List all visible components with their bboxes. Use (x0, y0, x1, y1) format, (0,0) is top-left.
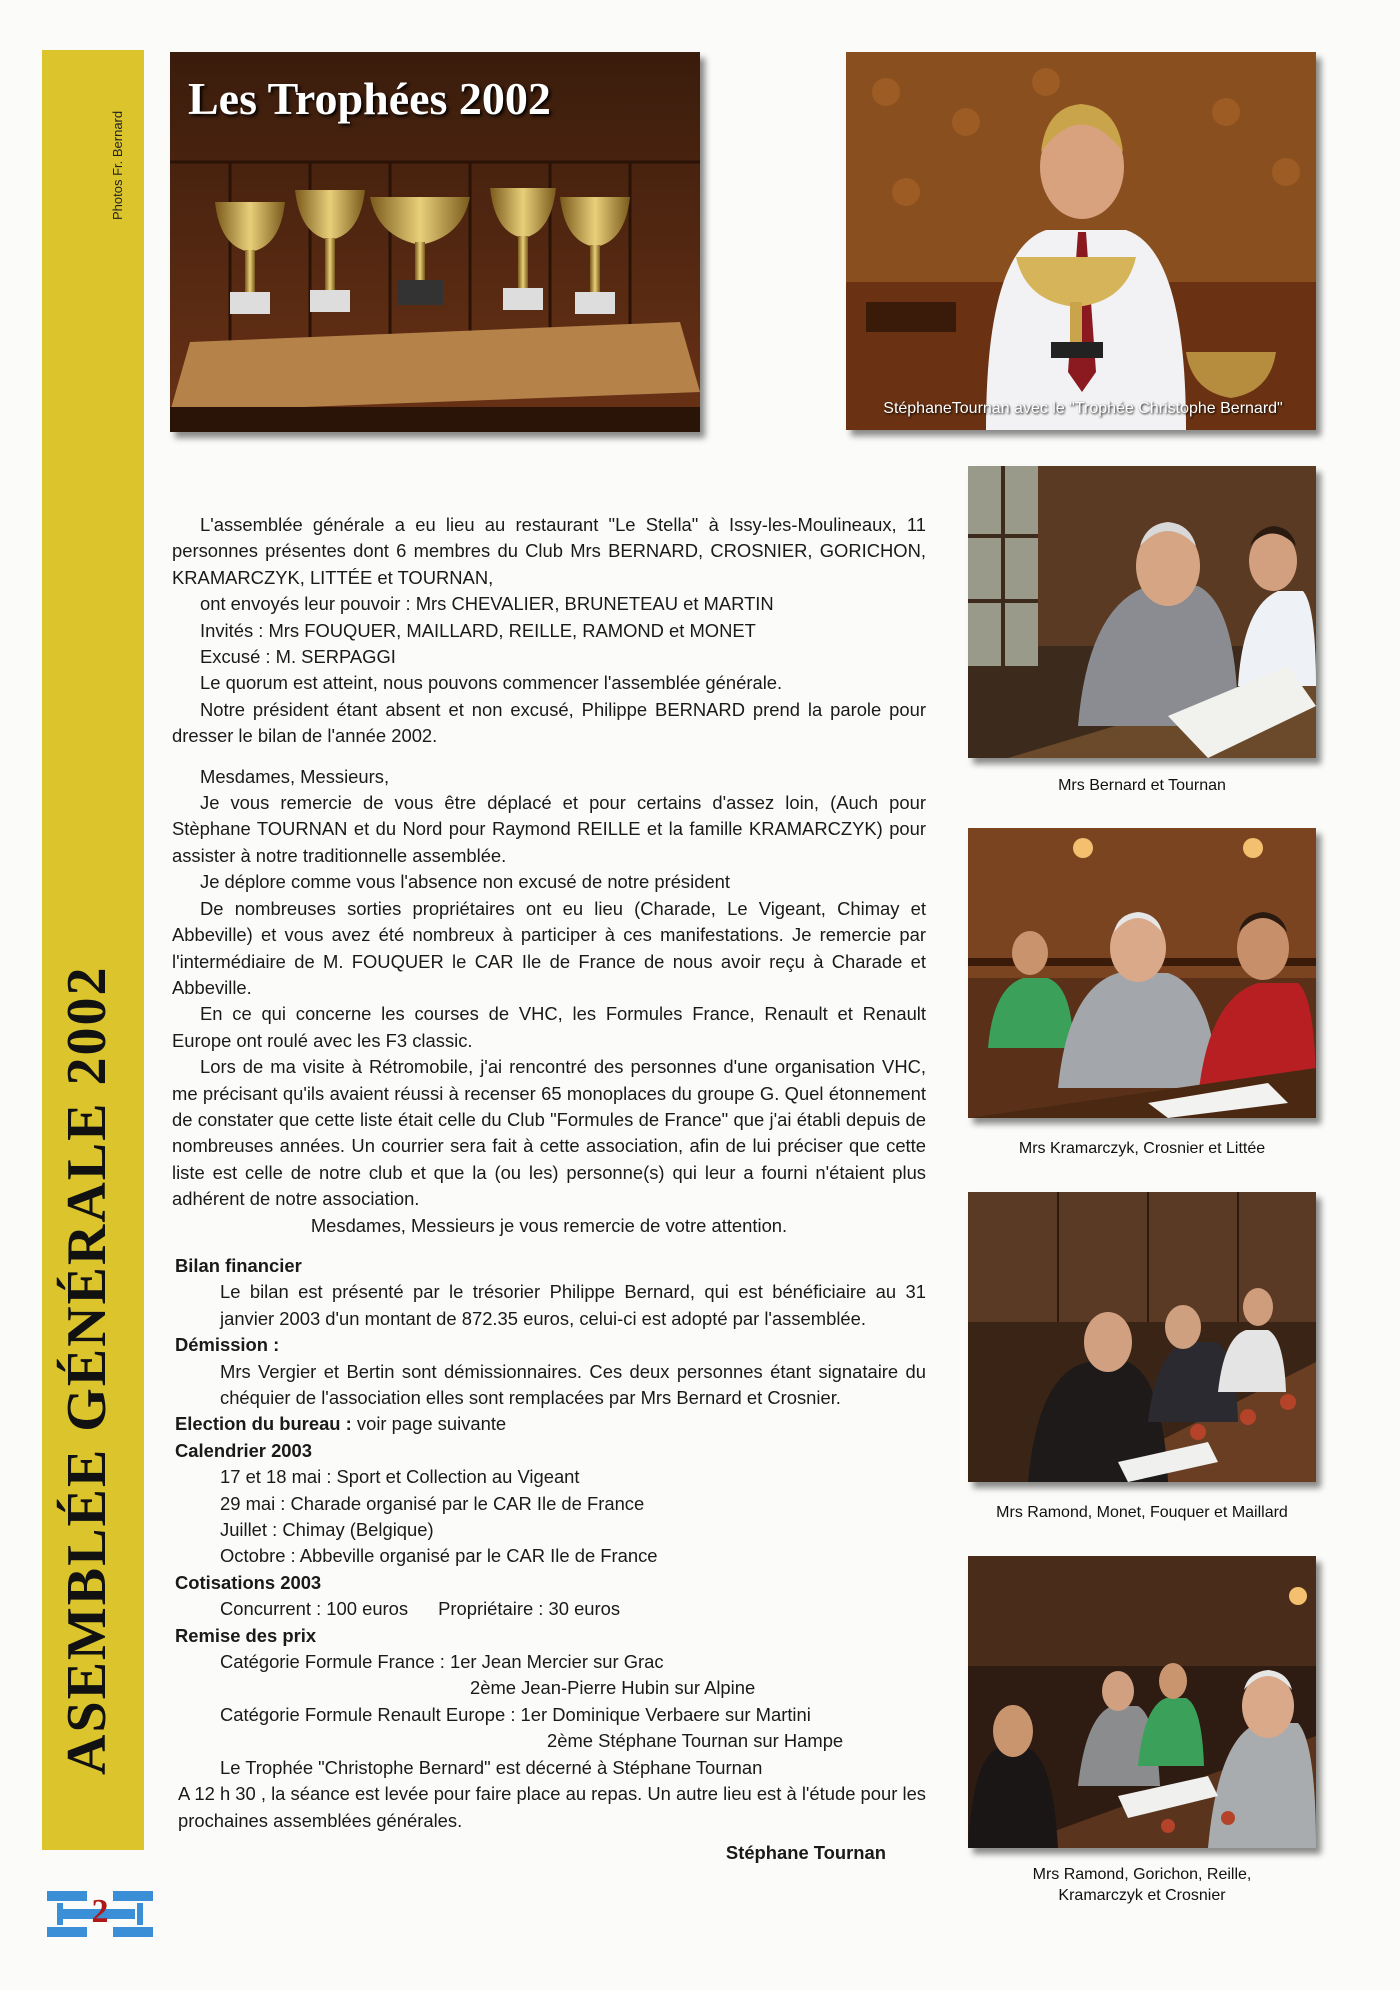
calendar-item: 29 mai : Charade organisé par le CAR Ile de France (220, 1492, 645, 1514)
closing-paragraph: A 12 h 30 , la séance est levée pour faire place au repas. Un autre lieu est à l'étude pour les prochaines assemblées générales. (178, 1783, 926, 1831)
section-text: Le bilan est présenté par le trésorier Philippe Bernard, qui est bénéficiaire au 31 janvier 2003 d'un montant de 872.35 euros, celui-ci est adopté par l'assemblée. (220, 1281, 926, 1329)
section-heading: Calendrier 2003 (175, 1439, 312, 1461)
section-heading: Election du bureau : (175, 1413, 352, 1435)
meeting-photo-3 (968, 1192, 1316, 1482)
prize-line: Catégorie Formule Renault Europe : 1er Dominique Verbaere sur Martini (220, 1703, 811, 1725)
speech-paragraph: Je déplore comme vous l'absence non excusé de notre président (200, 871, 731, 893)
trophies-photo (170, 52, 700, 432)
speech-paragraph: De nombreuses sorties propriétaires ont eu lieu (Charade, Le Vigeant, Chimay et Abbeville) et vous avez été nombreux à participer à ces manifestations. Je remercie par l'intermédiaire de M. FOUQUER le CAR Ile de France de nous avoir reçu à Charade et Abbeville. (172, 897, 926, 998)
fees-line (220, 1596, 926, 1622)
meeting-photo-4 (968, 1556, 1316, 1848)
intro-line: ont envoyés leur pouvoir : Mrs CHEVALIER, BRUNETEAU et MARTIN (200, 593, 774, 615)
section-heading: Démission : (175, 1334, 280, 1356)
photo-caption: Mrs Ramond, Monet, Fouquer et Maillard (996, 1504, 1288, 1521)
calendar-item: Juillet : Chimay (Belgique) (220, 1519, 434, 1541)
page-number: 2 (91, 1893, 109, 1930)
photo-title: Les Trophées 2002 (188, 73, 551, 124)
fee-concurrent: Concurrent : 100 euros (220, 1598, 409, 1620)
section-heading: Bilan financier (175, 1254, 302, 1276)
photo-caption: Mrs Bernard et Tournan (1058, 777, 1226, 794)
prize-line: Le Trophée "Christophe Bernard" est décerné à Stéphane Tournan (220, 1756, 763, 1778)
prize-line: 2ème Stéphane Tournan sur Hampe (547, 1730, 844, 1752)
prize-line: Catégorie Formule France : 1er Jean Mercier sur Grac (220, 1651, 664, 1673)
intro-paragraph: Notre président étant absent et non excusé, Philippe BERNARD prend la parole pour dresser le bilan de l'année 2002. (172, 698, 926, 747)
tournan-trophy-photo (846, 52, 1316, 430)
caption-line: Kramarczyk et Crosnier (1058, 1887, 1226, 1904)
section-heading: Cotisations 2003 (175, 1571, 322, 1593)
section-text: voir page suivante (351, 1413, 507, 1435)
calendar-item: 17 et 18 mai : Sport et Collection au Vigeant (220, 1466, 580, 1488)
author-signature: Stéphane Tournan (725, 1841, 886, 1863)
prize-line: 2ème Jean-Pierre Hubin sur Alpine (470, 1677, 756, 1699)
photo-caption: Mrs Kramarczyk, Crosnier et Littée (1018, 1140, 1266, 1157)
speech-closing: Mesdames, Messieurs je vous remercie de votre attention. (310, 1214, 788, 1236)
speech-salutation: Mesdames, Messieurs, (200, 765, 390, 787)
article-body (172, 512, 926, 1866)
intro-line: Excusé : M. SERPAGGI (200, 646, 396, 668)
photo-caption (968, 1864, 1316, 1906)
intro-line: Le quorum est atteint, nous pouvons commencer l'assemblée générale. (200, 672, 783, 694)
speech-paragraph: Lors de ma visite à Rétromobile, j'ai rencontré des personnes d'une organisation VHC, me précisant qu'ils avaient réussi à recenser 65 monoplaces du groupe G. Quel étonnement de constater que cette liste était celle du Club "Formules de France" que j'ai établi depuis de nombreuses années. Un courrier sera fait à cette association, afin de lui préciser que cette liste est celle de notre club et que la (ou les) personne(s) qui leur a fourni n'étaient plus adhérent de notre association. (172, 1056, 926, 1210)
section-heading: Remise des prix (175, 1624, 317, 1646)
section-text: Mrs Vergier et Bertin sont démissionnaires. Ces deux personnes étant signataire du chéquier de l'association elles sont remplacées par Mrs Bernard et Crosnier. (220, 1360, 926, 1408)
election-line (175, 1411, 926, 1437)
speech-paragraph: Je vous remercie de vous être déplacé et pour certains d'assez loin, (Auch pour Stèphane TOURNAN et du Nord pour Raymond REILLE et la famille KRAMARCZYK) pour assister à notre traditionnelle assemblée. (172, 792, 926, 866)
photo-overlay-caption: StéphaneTournan avec le "Trophée Christophe Bernard" (883, 400, 1283, 417)
intro-line: Invités : Mrs FOUQUER, MAILLARD, REILLE, RAMOND et MONET (200, 619, 756, 641)
caption-line: Mrs Ramond, Gorichon, Reille, (1032, 1866, 1252, 1883)
fee-proprietaire: Propriétaire : 30 euros (438, 1598, 621, 1620)
speech-paragraph: En ce qui concerne les courses de VHC, les Formules France, Renault et Renault Europe ont roulé avec les F3 classic. (172, 1003, 926, 1051)
intro-paragraph: L'assemblée générale a eu lieu au restaurant "Le Stella" à Issy-les-Moulineaux, 11 personnes présentes dont 6 membres du Club Mrs BERNARD, CROSNIER, GORICHON, KRAMARCZYK, LITTÉE et TOURNAN, (172, 514, 926, 588)
section-title: ASEMBLÉE GÉNÉRALE 2002 (56, 965, 118, 1775)
calendar-item: Octobre : Abbeville organisé par le CAR Ile de France (220, 1545, 658, 1567)
photo-credit: Photos Fr. Bernard (110, 110, 125, 220)
meeting-photo-2 (968, 828, 1316, 1118)
meeting-photo-1 (968, 466, 1316, 758)
